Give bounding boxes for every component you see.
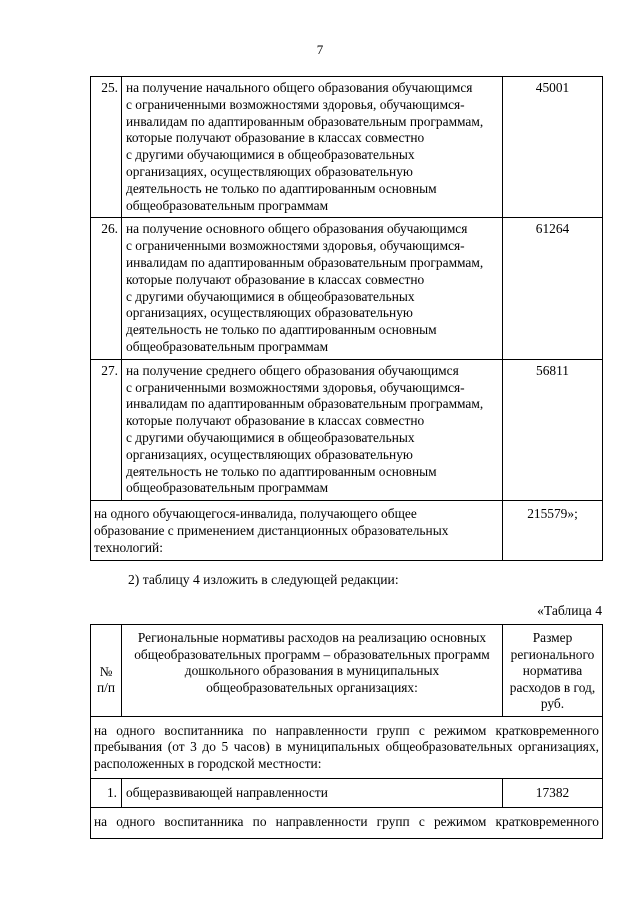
description-line: инвалидам по адаптированным образовательным программам,	[126, 396, 484, 412]
section-text: на одного воспитанника по направленности групп с режимом кратковременного пребывания (от 3 до 5 часов) в муниципальных общеобразовательных организациях, расположенных в городской местности:	[91, 716, 603, 779]
table-header-row	[91, 625, 603, 717]
description-line: общеобразовательным программам	[126, 480, 329, 496]
description-line: с ограниченными возможностями здоровья, обучающимся-	[126, 379, 465, 395]
description-line: с другими обучающимися в общеобразовательных	[126, 147, 415, 163]
header-description: Региональные нормативы расходов на реализацию основных общеобразовательных программ – образовательных программ дошкольного образования в муниципальных общеобразовательных организациях:	[122, 625, 503, 717]
description-line: на получение основного общего образования обучающимся	[126, 221, 468, 237]
description-line: на получение среднего общего образования обучающимся	[126, 362, 459, 378]
table-row	[91, 218, 603, 359]
description-line: организациях, осуществляющих образовательную	[126, 305, 413, 321]
amendment-paragraph: 2) таблицу 4 изложить в следующей редакции:	[128, 572, 399, 587]
description-line: общеобразовательным программам	[126, 338, 329, 354]
table-caption: «Таблица 4	[537, 603, 602, 618]
description-line: инвалидам по адаптированным образовательным программам,	[126, 113, 484, 129]
section-row	[91, 807, 603, 839]
description-line: организациях, осуществляющих образовательную	[126, 163, 413, 179]
row-number: 27.	[91, 359, 122, 500]
row-number: 25.	[91, 77, 122, 218]
description-line: общеобразовательным программам	[126, 197, 329, 213]
header-number: № п/п	[91, 625, 122, 717]
description-line: которые получают образование в классах совместно	[126, 271, 425, 287]
description-line: деятельность не только по адаптированным основным	[126, 180, 437, 196]
row-number: 26.	[91, 218, 122, 359]
description-line: с ограниченными возможностями здоровья, обучающимся-	[126, 96, 465, 112]
preschool-normatives-table	[90, 624, 603, 839]
section-text: на одного воспитанника по направленности групп с режимом кратковременного	[91, 807, 603, 839]
description-line: технологий:	[94, 539, 163, 555]
description-line: на одного обучающегося-инвалида, получающего общее	[94, 506, 417, 522]
total-value: 215579»;	[503, 501, 603, 560]
description-line: с другими обучающимися в общеобразовательных	[126, 288, 415, 304]
description-line: деятельность не только по адаптированным основным	[126, 463, 437, 479]
table-row	[91, 779, 603, 808]
row-description	[122, 77, 503, 218]
description-line: которые получают образование в классах совместно	[126, 413, 425, 429]
row-value: 17382	[503, 779, 603, 808]
table-row	[91, 77, 603, 218]
row-value: 61264	[503, 218, 603, 359]
row-value: 56811	[503, 359, 603, 500]
row-value: 45001	[503, 77, 603, 218]
description-line: с другими обучающимися в общеобразовательных	[126, 429, 415, 445]
total-description	[91, 501, 503, 560]
description-line: деятельность не только по адаптированным основным	[126, 322, 437, 338]
normatives-table	[90, 76, 603, 561]
table-row	[91, 359, 603, 500]
description-line: инвалидам по адаптированным образовательным программам,	[126, 254, 484, 270]
page-number: 7	[316, 42, 324, 57]
row-description	[122, 359, 503, 500]
total-row	[91, 501, 603, 560]
section-row	[91, 716, 603, 779]
header-size: Размер регионального норматива расходов в год, руб.	[503, 625, 603, 717]
description-line: образование с применением дистанционных образовательных	[94, 522, 449, 538]
row-description	[122, 218, 503, 359]
description-line: которые получают образование в классах совместно	[126, 130, 425, 146]
description-line: на получение начального общего образования обучающимся	[126, 80, 473, 95]
description-line: организациях, осуществляющих образовательную	[126, 446, 413, 462]
description-line: с ограниченными возможностями здоровья, обучающимся-	[126, 238, 465, 254]
row-number: 1.	[91, 779, 122, 808]
row-description: общеразвивающей направленности	[122, 779, 503, 808]
